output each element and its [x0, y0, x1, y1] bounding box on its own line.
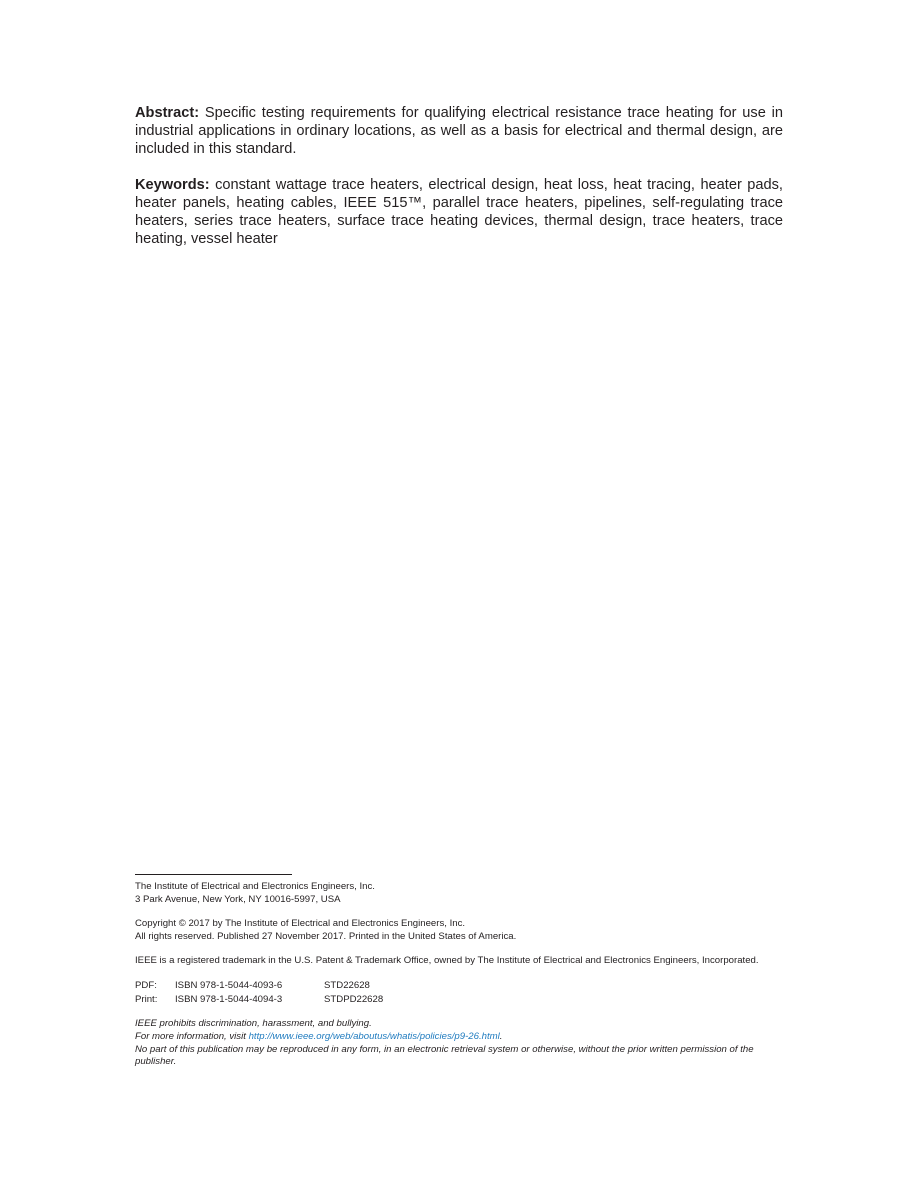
copyright-info: [135, 918, 785, 943]
publisher-info: [135, 881, 785, 906]
rights-line: All rights reserved. Published 27 November 2017. Printed in the United States of America.: [135, 930, 517, 942]
policy-link[interactable]: http://www.ieee.org/web/aboutus/whatis/policies/p9-26.html: [248, 1030, 500, 1042]
copyright-footer: [135, 874, 785, 1069]
isbn-table: [135, 980, 383, 1007]
publisher-name: The Institute of Electrical and Electronics Engineers, Inc.: [135, 881, 375, 892]
isbn-code: STD22628: [324, 979, 370, 991]
abstract-label: Abstract:: [135, 105, 200, 121]
policy-info-prefix: For more information, visit: [135, 1030, 249, 1042]
abstract-keywords-section: [135, 104, 783, 266]
publisher-address: 3 Park Avenue, New York, NY 10016-5997, USA: [135, 893, 341, 905]
isbn-format: Print:: [135, 993, 158, 1005]
abstract-paragraph: [135, 104, 783, 158]
keywords-label: Keywords:: [135, 177, 210, 193]
trademark-info: IEEE is a registered trademark in the U.S. Patent & Trademark Office, owned by The Institute of Electrical and Electronics Engineers, Incorporated.: [135, 955, 759, 967]
policy-info-line: [135, 1031, 785, 1044]
policy-info-suffix: .: [499, 1030, 503, 1042]
isbn-row-pdf: [135, 980, 383, 994]
isbn-number: ISBN 978-1-5044-4094-3: [175, 993, 283, 1005]
isbn-row-print: [135, 994, 383, 1008]
copyright-line: Copyright © 2017 by The Institute of Electrical and Electronics Engineers, Inc.: [135, 918, 466, 930]
isbn-format: PDF:: [135, 979, 157, 991]
footer-divider: [135, 874, 292, 875]
keywords-text: constant wattage trace heaters, electrical design, heat loss, heat tracing, heater pads, heater panels, heating cables, IEEE 515™, parallel trace heaters, pipelines, self-regulating trace heaters, series trace heaters, surface trace heating devices, thermal design, trace heaters, trace heating, vessel heater: [135, 177, 783, 247]
keywords-paragraph: [135, 176, 783, 248]
isbn-number: ISBN 978-1-5044-4093-6: [175, 979, 283, 991]
abstract-text: Specific testing requirements for qualifying electrical resistance trace heating for use in industrial applications in ordinary locations, as well as a basis for electrical and thermal design, are included in this standard.: [135, 105, 783, 157]
policy-statement: IEEE prohibits discrimination, harassment, and bullying.: [135, 1018, 372, 1030]
isbn-code: STDPD22628: [324, 993, 384, 1005]
legal-notice: [135, 1018, 785, 1068]
reproduction-notice: No part of this publication may be reproduced in any form, in an electronic retrieval system or otherwise, without the prior written permission of the publisher.: [135, 1043, 754, 1068]
